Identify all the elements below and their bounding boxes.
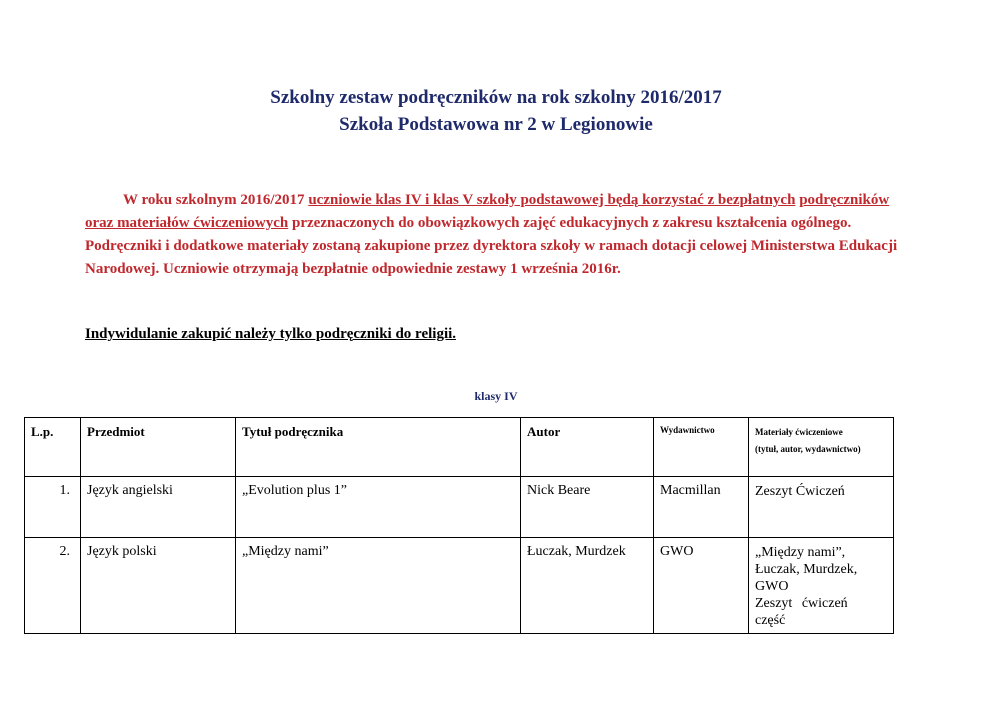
header-materials-line2: (tytuł, autor, wydawnictwo) bbox=[755, 444, 861, 454]
intro-paragraph bbox=[85, 189, 905, 281]
row-materials bbox=[749, 538, 894, 634]
class-label: klasy IV bbox=[474, 389, 518, 403]
header-author: Autor bbox=[521, 418, 654, 477]
row-materials bbox=[749, 477, 894, 538]
header-subject: Przedmiot bbox=[81, 418, 236, 477]
intro-underlined-1: uczniowie klas IV i klas V szkoły podstawowej będą korzystać z bezpłatnych bbox=[308, 192, 796, 208]
row-subject: Język polski bbox=[81, 538, 236, 634]
header-materials bbox=[749, 418, 894, 477]
materials-line: Łuczak, Murdzek, bbox=[755, 562, 858, 577]
intro-underlined-2: podręczników oraz materiałów ćwiczeniowych bbox=[85, 192, 890, 231]
row-publisher: GWO bbox=[654, 538, 749, 634]
header-publisher: Wydawnictwo bbox=[654, 418, 749, 477]
intro-text-start: W roku szkolnym 2016/2017 bbox=[123, 192, 309, 208]
header-lp: L.p. bbox=[25, 418, 81, 477]
school-name: Szkoła Podstawowa nr 2 w Legionowie bbox=[339, 114, 653, 135]
materials-line: GWO bbox=[755, 579, 789, 594]
row-author: Nick Beare bbox=[521, 477, 654, 538]
row-subject: Język angielski bbox=[81, 477, 236, 538]
table-row bbox=[25, 477, 894, 538]
row-author: Łuczak, Murdzek bbox=[521, 538, 654, 634]
row-lp: 1. bbox=[25, 477, 81, 538]
row-title: „Między nami” bbox=[236, 538, 521, 634]
materials-line: „Między nami”, bbox=[755, 545, 846, 560]
document-title: Szkolny zestaw podręczników na rok szkolny 2016/2017 bbox=[270, 87, 722, 108]
materials-line: Zeszyt Ćwiczeń bbox=[755, 484, 845, 499]
intro-text-rest: przeznaczonych do obowiązkowych zajęć edukacyjnych z zakresu kształcenia ogólnego. Podręczniki i dodatkowe materiały zostaną zakupione przez dyrektora szkoły w ramach dotacji celowej Ministerstwa Edukacji Narodowej. Uczniowie otrzymają bezpłatnie odpowiednie zestawy 1 września 2016r. bbox=[85, 215, 898, 277]
header-materials-line1: Materiały ćwiczeniowe bbox=[755, 427, 843, 437]
row-publisher: Macmillan bbox=[654, 477, 749, 538]
textbook-table bbox=[24, 417, 894, 634]
header-title: Tytuł podręcznika bbox=[236, 418, 521, 477]
row-title: „Evolution plus 1” bbox=[236, 477, 521, 538]
row-lp: 2. bbox=[25, 538, 81, 634]
materials-line: Zeszyt ćwiczeń część bbox=[755, 596, 848, 628]
table-header-row bbox=[25, 418, 894, 477]
religion-note: Indywidulanie zakupić należy tylko podręczniki do religii. bbox=[85, 326, 457, 342]
table-row bbox=[25, 538, 894, 634]
